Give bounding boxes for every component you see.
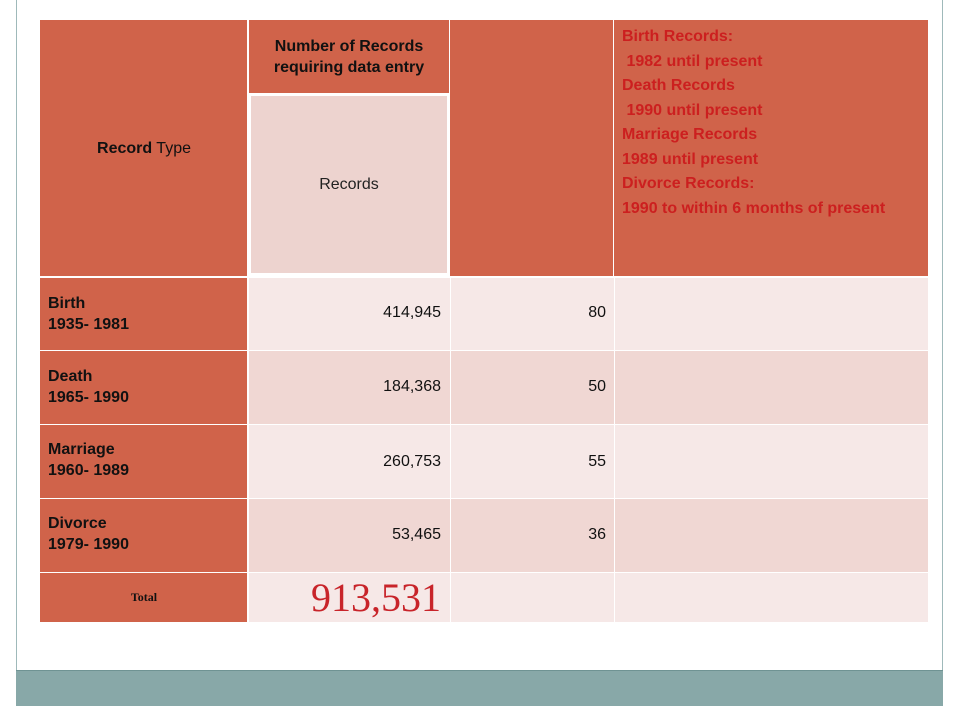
table-row-total bbox=[248, 572, 928, 622]
grid-line bbox=[449, 20, 450, 277]
footer-band bbox=[16, 670, 943, 706]
row-years: 1965- 1990 bbox=[48, 389, 129, 406]
row-value: 55 bbox=[588, 453, 606, 470]
header-records-label: Records bbox=[319, 175, 379, 193]
total-label: Total bbox=[130, 589, 158, 604]
table-row-divorce bbox=[248, 498, 928, 572]
row-label: Birth bbox=[48, 295, 86, 312]
row-label: Divorce bbox=[48, 515, 107, 532]
row-label-death bbox=[40, 350, 248, 424]
row-label-divorce bbox=[40, 498, 248, 572]
table-row-birth bbox=[248, 277, 928, 350]
note-line: Marriage Records bbox=[622, 126, 758, 143]
header-record-type-rest: Type bbox=[152, 139, 191, 157]
row-value: 36 bbox=[588, 526, 606, 543]
note-line: Death Records bbox=[622, 77, 735, 94]
note-line: 1990 to within 6 months of present bbox=[622, 199, 886, 217]
note-line: 1990 until present bbox=[622, 101, 763, 119]
header-record-type-bold: Record bbox=[97, 139, 153, 157]
header-records-subcell bbox=[248, 93, 450, 276]
note-line: Divorce Records: bbox=[622, 175, 755, 192]
grid-line bbox=[40, 498, 928, 499]
header-notes bbox=[614, 20, 928, 276]
grid-line bbox=[40, 276, 928, 278]
note-line: Birth Records: bbox=[622, 28, 734, 45]
grid-line bbox=[613, 20, 614, 277]
table-row-death bbox=[248, 350, 928, 424]
grid-line bbox=[247, 20, 249, 622]
header-number-of-records-title: Number of Records requiring data entry bbox=[273, 38, 425, 76]
records-count: 414,945 bbox=[383, 304, 441, 321]
grid-line bbox=[614, 277, 615, 622]
grid-line bbox=[40, 572, 928, 573]
row-value: 50 bbox=[588, 378, 606, 395]
records-count: 184,368 bbox=[383, 378, 441, 395]
row-years: 1935- 1981 bbox=[48, 316, 129, 333]
records-count: 53,465 bbox=[392, 526, 441, 543]
note-line: 1982 until present bbox=[622, 52, 763, 70]
header-record-type bbox=[40, 20, 248, 276]
row-label-total bbox=[40, 572, 248, 622]
grid-line bbox=[450, 277, 451, 622]
records-count: 260,753 bbox=[383, 453, 441, 470]
grid-line bbox=[40, 424, 928, 425]
row-label-birth bbox=[40, 277, 248, 350]
header-empty-column bbox=[450, 20, 614, 276]
table-row-marriage bbox=[248, 424, 928, 498]
row-label: Marriage bbox=[48, 441, 115, 458]
row-label: Death bbox=[48, 368, 93, 385]
row-value: 80 bbox=[588, 304, 606, 321]
row-label-marriage bbox=[40, 424, 248, 498]
total-value: 913,531 bbox=[311, 575, 441, 620]
header-number-of-records bbox=[248, 20, 450, 276]
row-years: 1960- 1989 bbox=[48, 462, 129, 479]
row-years: 1979- 1990 bbox=[48, 536, 129, 553]
note-line: 1989 until present bbox=[622, 150, 759, 168]
grid-line bbox=[40, 350, 928, 351]
